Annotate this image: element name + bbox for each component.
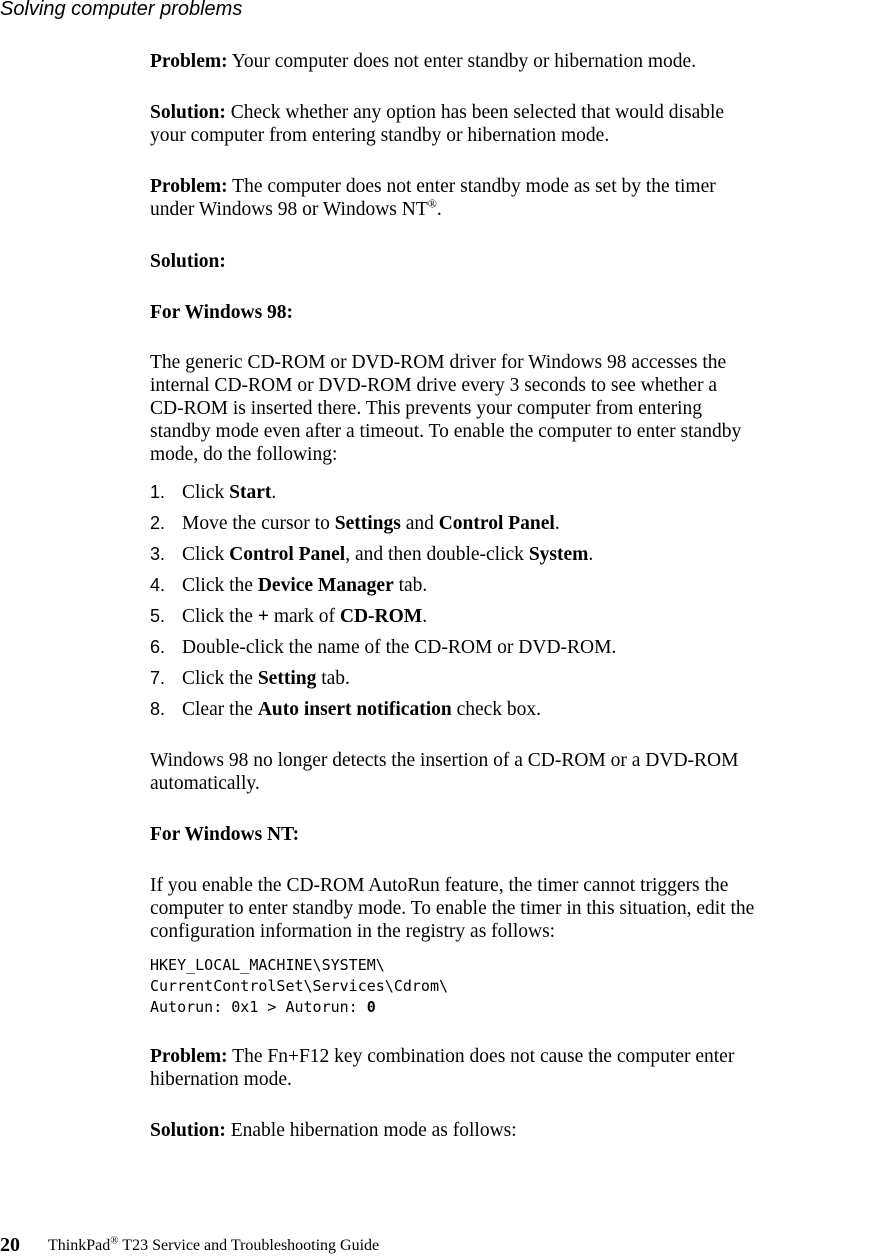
solution-text-line1: Check whether any option has been selected that would disable — [230, 102, 725, 123]
guide-title: T23 Service and Troubleshooting Guide — [118, 1237, 380, 1254]
footer-title — [48, 1234, 380, 1255]
step-number: 5. — [150, 606, 166, 626]
step-bold-term: + — [257, 606, 269, 627]
windows98-heading-text: For Windows 98: — [150, 302, 294, 323]
step-text: Click the — [182, 575, 258, 596]
windows98-intro — [150, 351, 885, 466]
solution-text: Enable hibernation mode as follows: — [230, 1120, 517, 1141]
step-number: 4. — [150, 575, 166, 595]
intro-line: CD-ROM is inserted there. This prevents your computer from entering — [150, 398, 703, 419]
step-text: . — [271, 482, 277, 503]
step-text: check box. — [451, 699, 542, 720]
step-text: Click the — [182, 668, 258, 689]
windowsnt-heading — [150, 823, 885, 846]
page-number: 20 — [0, 1234, 20, 1256]
step-number: 7. — [150, 668, 166, 688]
problem-text-line2: hibernation mode. — [150, 1069, 292, 1090]
result-line: automatically. — [150, 773, 260, 794]
step-text: Click the — [182, 606, 258, 627]
problem-standby-hibernation — [150, 50, 885, 73]
solution-fn-f12 — [150, 1119, 885, 1142]
windows98-heading — [150, 301, 885, 324]
step-text: . — [588, 544, 594, 565]
step-text: , and then double-click — [345, 544, 529, 565]
step-bold-term: Auto insert notification — [257, 699, 452, 720]
problem-label: Problem: — [150, 176, 228, 197]
intro-line: computer to enter standby mode. To enable the timer in this situation, edit the — [150, 898, 755, 919]
step-text: mark of — [268, 606, 340, 627]
step-text: Clear the — [182, 699, 258, 720]
step-text: . — [554, 513, 560, 534]
step-number: 1. — [150, 482, 166, 502]
step-bold-term: Start — [229, 482, 272, 503]
intro-line: internal CD-ROM or DVD-ROM drive every 3 seconds to see whether a — [150, 375, 717, 396]
period: . — [436, 199, 442, 220]
registry-code-block — [150, 955, 448, 1018]
solution-timer-standby — [150, 250, 885, 273]
problem-label: Problem: — [150, 1046, 228, 1067]
intro-line: The generic CD-ROM or DVD-ROM driver for Windows 98 accesses the — [150, 352, 727, 373]
intro-line: configuration information in the registry as follows: — [150, 921, 556, 942]
solution-standby-hibernation — [150, 101, 885, 147]
step-text: tab. — [316, 668, 350, 689]
problem-text: Your computer does not enter standby or hibernation mode. — [231, 51, 697, 72]
problem-text-line2: under Windows 98 or Windows NT — [150, 199, 428, 220]
registered-mark: ® — [110, 1234, 119, 1247]
step-text: . — [422, 606, 428, 627]
problem-label: Problem: — [150, 51, 228, 72]
step-text: tab. — [393, 575, 428, 596]
problem-fn-f12 — [150, 1045, 885, 1091]
intro-line: standby mode even after a timeout. To enable the computer to enter standby — [150, 421, 742, 442]
code-line: HKEY_LOCAL_MACHINE\SYSTEM\ — [150, 956, 385, 974]
problem-text-line1: The Fn+F12 key combination does not cause the computer enter — [232, 1046, 735, 1067]
step-bold-term: Setting — [257, 668, 317, 689]
windowsnt-intro — [150, 874, 885, 943]
page-footer — [0, 1234, 380, 1257]
windows98-result — [150, 749, 885, 795]
product-name: ThinkPad — [48, 1237, 111, 1254]
step-text: and — [400, 513, 439, 534]
solution-label: Solution: — [150, 1120, 226, 1141]
step-number: 8. — [150, 699, 166, 719]
step-number: 6. — [150, 637, 166, 657]
step-bold-term: CD-ROM — [339, 606, 423, 627]
step-text: Move the cursor to — [182, 513, 335, 534]
step-bold-term: System — [528, 544, 589, 565]
solution-text-line2: your computer from entering standby or hibernation mode. — [150, 125, 610, 146]
step-bold-term: Settings — [334, 513, 401, 534]
step-text: Click — [182, 482, 230, 503]
intro-line: If you enable the CD-ROM AutoRun feature, the timer cannot triggers the — [150, 875, 729, 896]
result-line: Windows 98 no longer detects the insertion of a CD-ROM or a DVD-ROM — [150, 750, 739, 771]
windowsnt-heading-text: For Windows NT: — [150, 824, 300, 845]
step-text: Click — [182, 544, 230, 565]
solution-label: Solution: — [150, 251, 226, 272]
code-line: Autorun: 0x1 > Autorun: — [150, 998, 367, 1016]
solution-label: Solution: — [150, 102, 226, 123]
code-line: CurrentControlSet\Services\Cdrom\ — [150, 977, 449, 995]
problem-text-line1: The computer does not enter standby mode as set by the timer — [232, 176, 716, 197]
step-text: Double-click the name of the CD-ROM or DVD-ROM. — [182, 637, 617, 658]
step-number: 2. — [150, 513, 166, 533]
step-number: 3. — [150, 544, 166, 564]
code-new-value: 0 — [366, 998, 376, 1016]
registered-mark: ® — [427, 196, 437, 211]
running-header: Solving computer problems — [0, 0, 243, 20]
step-bold-term: Control Panel — [229, 544, 346, 565]
intro-line: mode, do the following: — [150, 444, 338, 465]
step-bold-term: Control Panel — [438, 513, 555, 534]
step-bold-term: Device Manager — [257, 575, 394, 596]
problem-timer-standby — [150, 175, 885, 221]
